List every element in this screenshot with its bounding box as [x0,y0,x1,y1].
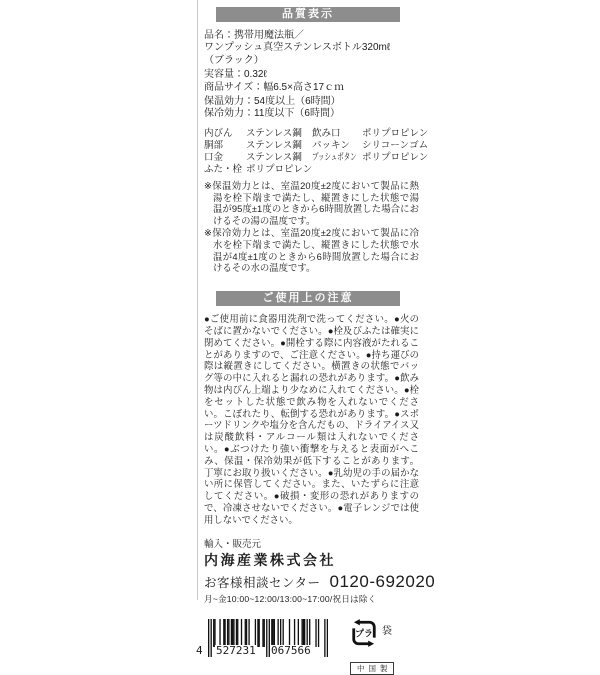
spec-capacity: 実容量：0.32ℓ [204,69,267,81]
barcode-digit-prefix: 4 [196,643,203,657]
support-center-label: お客様相談センター [204,575,321,590]
material-value: ステンレス鋼 [246,151,302,163]
importer-role: 輸入・販売元 [204,538,262,550]
material-value: ポリプロピレン [362,127,429,139]
barcode-digit-group2: 067566 [271,643,311,657]
recycle-symbol-text: プラ [355,627,373,638]
material-part: 内びん [204,127,233,139]
made-in-box: 中国製 [350,662,394,675]
material-part [312,164,360,176]
material-value: ポリプロピレン [362,151,429,163]
recycle-material-label: 袋 [382,625,392,637]
material-value: ポリプロピレン [246,163,313,175]
support-line [204,571,436,592]
definition-notes [204,180,419,274]
company-name: 内海産業株式会社 [204,551,336,568]
label-left-edge [197,0,198,600]
material-value: ステンレス鋼 [246,139,302,151]
spec-block [204,30,419,121]
label-content [196,0,436,675]
material-part: ふた・栓 [204,163,243,175]
quality-header-bar [216,7,400,22]
spec-cold-retention: 保冷効力：11度以下（6時間） [204,108,340,120]
materials-table [204,127,429,176]
material-part: 胴部 [204,139,224,151]
plastic-recycle-row [350,619,394,647]
barcode-and-marks-row [196,619,419,675]
caution-header-title: ご使用上の注意 [262,292,354,305]
material-part: プッシュボタン [312,151,357,163]
material-part: 口金 [204,151,224,163]
spec-product-name-2: ワンプッシュ真空ステンレスボトル320mℓ [204,42,391,54]
distributor-block [204,538,436,605]
quality-header-title: 品質表示 [282,8,334,20]
heat-retention-note: ※保温効力とは、室温20度±2度において製品に熱湯を栓下端まで満たし、縦置きにした状態で湯温が95度±1度のときから6時間放置した場合におけるその湯の温度です。 [204,179,419,227]
marks-column [350,619,394,675]
cold-retention-note: ※保冷効力とは、室温20度±2度において製品に冷水を栓下端まで満たし、縦置きにした状態で水温が4度±1度のときから6時間放置した場合におけるその水の温度です。 [204,227,419,274]
material-value [362,164,428,176]
spec-product-color: （ブラック） [204,54,264,66]
material-value: ステンレス鋼 [246,127,302,139]
spec-product-name: 品名：携帯用魔法瓶／ [204,30,304,41]
material-part: 飲み口 [312,127,341,139]
support-phone-number: 0120-692020 [329,571,436,591]
spec-heat-retention: 保温効力：54度以上（6時間） [204,96,341,108]
plastic-recycle-icon [350,619,378,647]
barcode-digit-group1: 527231 [216,643,256,657]
material-value: シリコーンゴム [362,139,429,151]
caution-text: ●ご使用前に食器用洗剤で洗ってください。●火のそばに置かないでください。●栓及びふたは確実に閉めてください。●開栓する際に内容液がたれることがありますので、ご注意ください。●持ち運びの際は縦置きにしてください。横置きの状態でバッグ等の中に入れると漏れの恐れがあります。●飲み物は内びん上端より少なめに入れてください。●栓をセットした状態で飲み物を入れないでください。こぼれたり、転倒する恐れがあります。●スポーツドリンクや塩分を含んだもの、ドライアイス又は炭酸飲料・アルコール類は入れないでください。●ぶつけたり強い衝撃を与えると表面がへこみ、保温・保冷効果が低下することがあります。丁寧にお取り扱いください。●乳幼児の手の届かない所に保管してください。また、いたずらに注意してください。●破損・変形の恐れがありますので、冷凍させないでください。●電子レンジでは使用しないでください。 [204,313,419,525]
ean-barcode [196,619,328,659]
caution-header-bar [216,291,400,306]
spec-size: 商品サイズ：幅6.5×高さ17ｃｍ [204,81,345,93]
material-part: パッキン [312,139,350,151]
support-hours: 月~金10:00~12:00/13:00~17:00/祝日は除く [204,593,377,604]
